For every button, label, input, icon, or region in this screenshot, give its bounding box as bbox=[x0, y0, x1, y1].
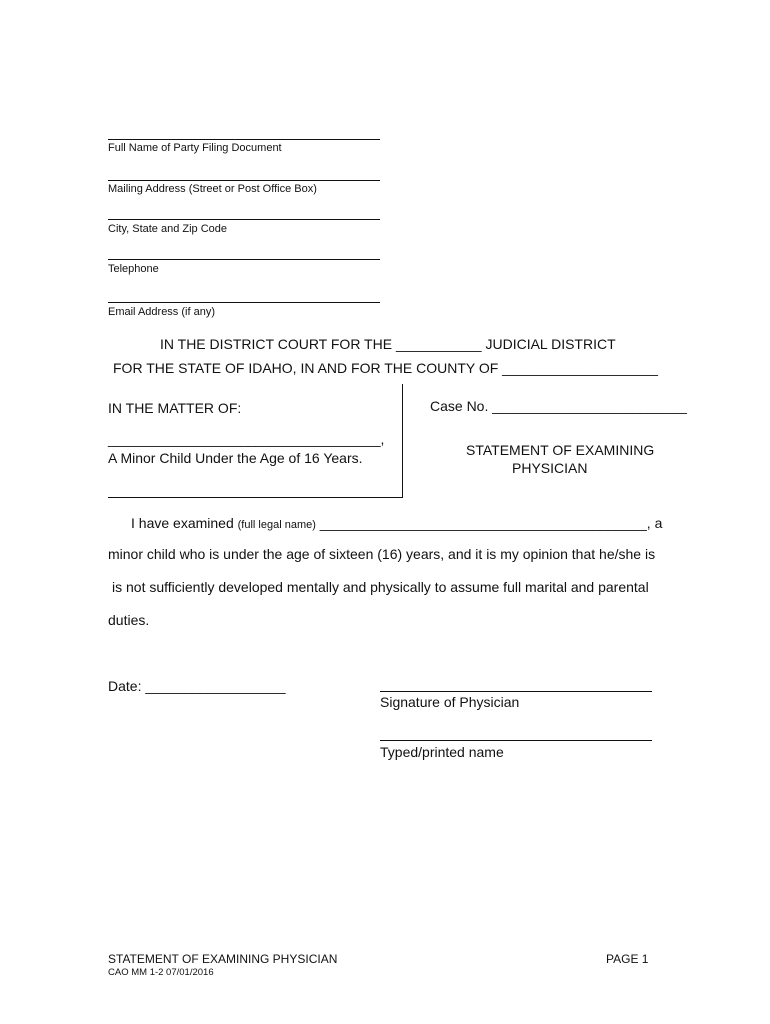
date-field[interactable]: Date: __________________ bbox=[108, 678, 286, 694]
child-name-blank[interactable]: ___________________________________, bbox=[108, 431, 385, 447]
statement-line2: minor child who is under the age of sixteen (16) years, and it is my opinion that he/she is bbox=[108, 546, 656, 562]
caption-bottom-rule bbox=[108, 497, 403, 498]
mailing-address-label: Mailing Address (Street or Post Office Box) bbox=[108, 183, 317, 195]
caption-divider bbox=[402, 384, 403, 497]
email-label: Email Address (if any) bbox=[108, 306, 215, 318]
signature-line[interactable] bbox=[380, 691, 652, 692]
court-heading-line1: IN THE DISTRICT COURT FOR THE ___________ JUDICIAL DISTRICT bbox=[160, 336, 616, 352]
city-state-zip-label: City, State and Zip Code bbox=[108, 223, 228, 235]
full-legal-name-hint: (full legal name) bbox=[237, 519, 316, 531]
minor-child-label: A Minor Child Under the Age of 16 Years. bbox=[108, 450, 363, 466]
statement-line3: is not sufficiently developed mentally and physically to assume full marital and parental bbox=[112, 579, 649, 595]
typed-name-line[interactable] bbox=[380, 740, 652, 741]
city-state-zip-line[interactable] bbox=[108, 219, 380, 220]
mailing-address-line[interactable] bbox=[108, 180, 380, 181]
document-title-line1: STATEMENT OF EXAMINING bbox=[466, 442, 655, 458]
signature-label: Signature of Physician bbox=[380, 694, 520, 710]
statement-line1 bbox=[131, 515, 662, 531]
court-heading-line2: FOR THE STATE OF IDAHO, IN AND FOR THE COUNTY OF ____________________ bbox=[113, 360, 658, 376]
telephone-line[interactable] bbox=[108, 259, 380, 260]
document-title-line2: PHYSICIAN bbox=[512, 460, 588, 476]
full-legal-name-blank[interactable]: __________________________________________, a bbox=[319, 515, 663, 531]
footer-page-number: PAGE 1 bbox=[606, 952, 649, 966]
email-line[interactable] bbox=[108, 302, 380, 303]
footer-title: STATEMENT OF EXAMINING PHYSICIAN bbox=[108, 952, 338, 966]
full-name-line[interactable] bbox=[108, 139, 380, 140]
full-name-label: Full Name of Party Filing Document bbox=[108, 142, 282, 154]
in-the-matter-of: IN THE MATTER OF: bbox=[108, 400, 242, 416]
telephone-label: Telephone bbox=[108, 263, 159, 275]
typed-name-label: Typed/printed name bbox=[380, 744, 504, 760]
case-number-field[interactable]: Case No. _________________________ bbox=[430, 398, 687, 414]
footer-form-code: CAO MM 1-2 07/01/2016 bbox=[108, 967, 214, 978]
statement-line1-start: I have examined bbox=[131, 515, 234, 531]
statement-line4: duties. bbox=[108, 612, 150, 628]
